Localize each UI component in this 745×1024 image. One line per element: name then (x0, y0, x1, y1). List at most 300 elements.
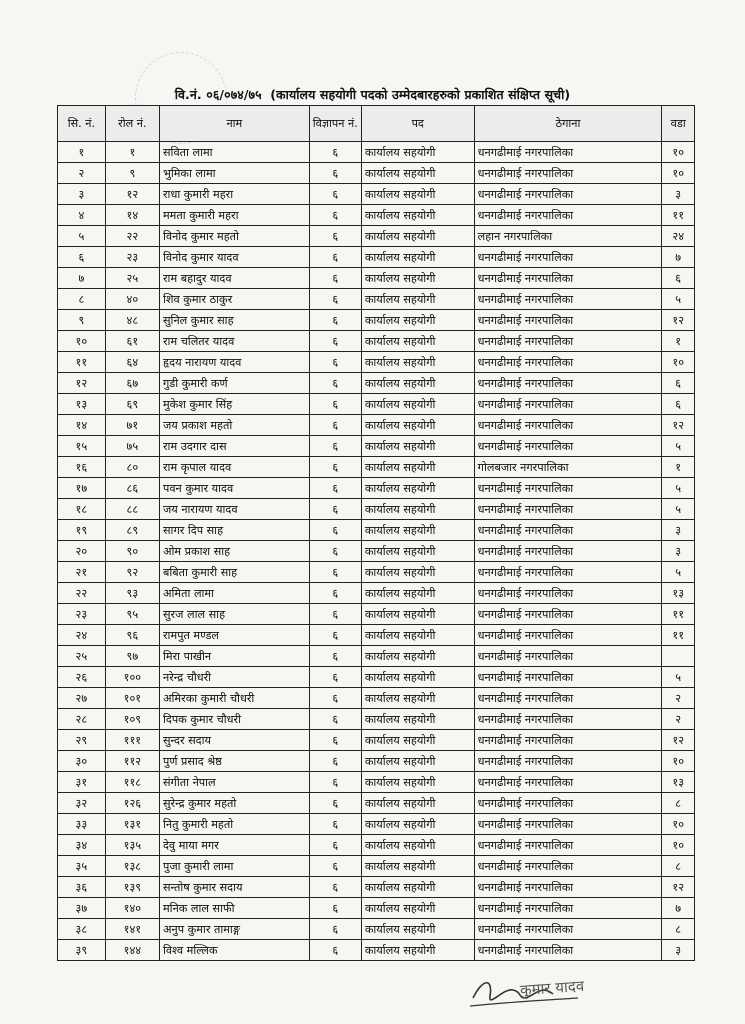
cell-ward: २४ (662, 226, 695, 247)
cell-roll: २५ (105, 268, 159, 289)
cell-address: धनगढीमाई नगरपालिका (474, 205, 662, 226)
cell-address: धनगढीमाई नगरपालिका (474, 394, 662, 415)
cell-roll: ६४ (105, 352, 159, 373)
cell-post: कार्यालय सहयोगी (361, 688, 474, 709)
cell-ward: ८ (662, 856, 695, 877)
cell-serial: १० (58, 331, 106, 352)
cell-post: कार्यालय सहयोगी (361, 856, 474, 877)
cell-name: नितु कुमारी महतो (159, 814, 309, 835)
header-name: नाम (159, 106, 309, 142)
cell-address: धनगढीमाई नगरपालिका (474, 520, 662, 541)
cell-roll: ६७ (105, 373, 159, 394)
cell-address: धनगढीमाई नगरपालिका (474, 436, 662, 457)
candidate-table (57, 105, 695, 961)
cell-ward: ५ (662, 562, 695, 583)
table-row (58, 688, 695, 709)
cell-advert: ६ (309, 793, 361, 814)
cell-advert: ६ (309, 268, 361, 289)
cell-ward: १२ (662, 730, 695, 751)
cell-serial: ३७ (58, 898, 106, 919)
cell-ward: ११ (662, 625, 695, 646)
cell-roll: ८६ (105, 478, 159, 499)
cell-advert: ६ (309, 856, 361, 877)
table-row (58, 478, 695, 499)
notice-title: (कार्यालय सहयोगी पदको उम्मेदबारहरुको प्रकाशित संक्षिप्त सूची) (270, 87, 571, 102)
cell-post: कार्यालय सहयोगी (361, 604, 474, 625)
cell-name: मुकेश कुमार सिंह (159, 394, 309, 415)
cell-advert: ६ (309, 562, 361, 583)
cell-post: कार्यालय सहयोगी (361, 352, 474, 373)
cell-advert: ६ (309, 814, 361, 835)
table-row (58, 352, 695, 373)
table-row (58, 226, 695, 247)
cell-roll: १०९ (105, 709, 159, 730)
cell-serial: २५ (58, 646, 106, 667)
table-row (58, 730, 695, 751)
cell-name: सागर दिप साह (159, 520, 309, 541)
cell-roll: १३९ (105, 877, 159, 898)
cell-roll: ७५ (105, 436, 159, 457)
cell-serial: १६ (58, 457, 106, 478)
cell-name: राधा कुमारी महरा (159, 184, 309, 205)
cell-ward: ७ (662, 898, 695, 919)
cell-roll: १४० (105, 898, 159, 919)
cell-roll: ७१ (105, 415, 159, 436)
cell-post: कार्यालय सहयोगी (361, 142, 474, 163)
cell-advert: ६ (309, 772, 361, 793)
cell-roll: १११ (105, 730, 159, 751)
table-row (58, 919, 695, 940)
cell-name: पुजा कुमारी लामा (159, 856, 309, 877)
cell-post: कार्यालय सहयोगी (361, 667, 474, 688)
table-row (58, 625, 695, 646)
cell-address: धनगढीमाई नगरपालिका (474, 604, 662, 625)
cell-ward: ५ (662, 478, 695, 499)
table-row (58, 310, 695, 331)
table-row (58, 583, 695, 604)
table-row (58, 898, 695, 919)
cell-advert: ६ (309, 289, 361, 310)
cell-serial: ५ (58, 226, 106, 247)
cell-ward: १२ (662, 310, 695, 331)
cell-advert: ६ (309, 247, 361, 268)
cell-advert: ६ (309, 940, 361, 961)
cell-post: कार्यालय सहयोगी (361, 205, 474, 226)
cell-ward: १० (662, 352, 695, 373)
cell-name: राम चलितर यादव (159, 331, 309, 352)
cell-address: धनगढीमाई नगरपालिका (474, 562, 662, 583)
cell-name: दिपक कुमार चौधरी (159, 709, 309, 730)
cell-post: कार्यालय सहयोगी (361, 835, 474, 856)
cell-serial: ३९ (58, 940, 106, 961)
cell-name: सविता लामा (159, 142, 309, 163)
cell-name: पवन कुमार यादव (159, 478, 309, 499)
table-row (58, 394, 695, 415)
cell-post: कार्यालय सहयोगी (361, 562, 474, 583)
cell-name: सुन्दर सदाय (159, 730, 309, 751)
cell-ward: ३ (662, 940, 695, 961)
cell-post: कार्यालय सहयोगी (361, 898, 474, 919)
cell-post: कार्यालय सहयोगी (361, 163, 474, 184)
table-row (58, 877, 695, 898)
cell-roll: २२ (105, 226, 159, 247)
cell-serial: ८ (58, 289, 106, 310)
cell-ward (662, 646, 695, 667)
cell-ward: ६ (662, 394, 695, 415)
cell-serial: १७ (58, 478, 106, 499)
cell-name: बबिता कुमारी साह (159, 562, 309, 583)
cell-address: धनगढीमाई नगरपालिका (474, 184, 662, 205)
cell-advert: ६ (309, 184, 361, 205)
cell-ward: ७ (662, 247, 695, 268)
cell-advert: ६ (309, 709, 361, 730)
table-row (58, 163, 695, 184)
cell-advert: ६ (309, 499, 361, 520)
header-address: ठेगाना (474, 106, 662, 142)
cell-address: धनगढीमाई नगरपालिका (474, 142, 662, 163)
table-row (58, 205, 695, 226)
cell-roll: १२६ (105, 793, 159, 814)
cell-post: कार्यालय सहयोगी (361, 793, 474, 814)
table-row (58, 436, 695, 457)
cell-ward: ८ (662, 793, 695, 814)
cell-post: कार्यालय सहयोगी (361, 226, 474, 247)
cell-address: धनगढीमाई नगरपालिका (474, 373, 662, 394)
cell-ward: ५ (662, 499, 695, 520)
cell-post: कार्यालय सहयोगी (361, 436, 474, 457)
table-row (58, 562, 695, 583)
cell-post: कार्यालय सहयोगी (361, 394, 474, 415)
table-row (58, 457, 695, 478)
cell-roll: १०० (105, 667, 159, 688)
cell-address: धनगढीमाई नगरपालिका (474, 751, 662, 772)
cell-advert: ६ (309, 457, 361, 478)
cell-ward: १ (662, 331, 695, 352)
cell-address: धनगढीमाई नगरपालिका (474, 772, 662, 793)
cell-name: सुरज लाल साह (159, 604, 309, 625)
cell-serial: ३ (58, 184, 106, 205)
cell-roll: ८८ (105, 499, 159, 520)
cell-post: कार्यालय सहयोगी (361, 814, 474, 835)
cell-address: धनगढीमाई नगरपालिका (474, 877, 662, 898)
table-row (58, 331, 695, 352)
cell-name: ओम प्रकाश साह (159, 541, 309, 562)
cell-serial: २८ (58, 709, 106, 730)
cell-advert: ६ (309, 667, 361, 688)
cell-address: धनगढीमाई नगरपालिका (474, 163, 662, 184)
cell-advert: ६ (309, 394, 361, 415)
cell-post: कार्यालय सहयोगी (361, 772, 474, 793)
cell-address: धनगढीमाई नगरपालिका (474, 310, 662, 331)
cell-roll: ८० (105, 457, 159, 478)
cell-ward: ३ (662, 520, 695, 541)
cell-advert: ६ (309, 688, 361, 709)
table-row (58, 940, 695, 961)
cell-name: ममता कुमारी महरा (159, 205, 309, 226)
page-title (0, 86, 745, 103)
table-row (58, 667, 695, 688)
cell-advert: ६ (309, 142, 361, 163)
cell-serial: ३८ (58, 919, 106, 940)
header-post: पद (361, 106, 474, 142)
cell-name: सुनिल कुमार साह (159, 310, 309, 331)
cell-ward: ११ (662, 205, 695, 226)
cell-serial: ४ (58, 205, 106, 226)
cell-post: कार्यालय सहयोगी (361, 247, 474, 268)
cell-ward: ५ (662, 667, 695, 688)
cell-ward: १० (662, 142, 695, 163)
cell-address: धनगढीमाई नगरपालिका (474, 814, 662, 835)
cell-post: कार्यालय सहयोगी (361, 184, 474, 205)
cell-advert: ६ (309, 751, 361, 772)
cell-ward: २ (662, 709, 695, 730)
cell-address: धनगढीमाई नगरपालिका (474, 352, 662, 373)
cell-post: कार्यालय सहयोगी (361, 520, 474, 541)
cell-address: धनगढीमाई नगरपालिका (474, 331, 662, 352)
table-row (58, 247, 695, 268)
cell-address: धनगढीमाई नगरपालिका (474, 793, 662, 814)
cell-advert: ६ (309, 625, 361, 646)
cell-post: कार्यालय सहयोगी (361, 415, 474, 436)
cell-post: कार्यालय सहयोगी (361, 289, 474, 310)
cell-advert: ६ (309, 898, 361, 919)
cell-serial: ३६ (58, 877, 106, 898)
cell-ward: ११ (662, 604, 695, 625)
cell-advert: ६ (309, 205, 361, 226)
cell-serial: १५ (58, 436, 106, 457)
cell-advert: ६ (309, 604, 361, 625)
cell-ward: ५ (662, 436, 695, 457)
cell-post: कार्यालय सहयोगी (361, 499, 474, 520)
cell-roll: ४८ (105, 310, 159, 331)
cell-advert: ६ (309, 646, 361, 667)
cell-name: भुमिका लामा (159, 163, 309, 184)
cell-name: हृदय नारायण यादव (159, 352, 309, 373)
cell-name: सुरेन्द्र कुमार महतो (159, 793, 309, 814)
cell-name: सन्तोष कुमार सदाय (159, 877, 309, 898)
cell-address: धनगढीमाई नगरपालिका (474, 940, 662, 961)
cell-address: धनगढीमाई नगरपालिका (474, 289, 662, 310)
table-row (58, 373, 695, 394)
cell-ward: १० (662, 814, 695, 835)
cell-address: गोलबजार नगरपालिका (474, 457, 662, 478)
signature-name: कुमार यादव (519, 976, 585, 1000)
cell-post: कार्यालय सहयोगी (361, 625, 474, 646)
cell-advert: ६ (309, 919, 361, 940)
table-row (58, 604, 695, 625)
cell-serial: ३५ (58, 856, 106, 877)
cell-ward: १३ (662, 583, 695, 604)
cell-post: कार्यालय सहयोगी (361, 310, 474, 331)
cell-roll: ८९ (105, 520, 159, 541)
cell-address: धनगढीमाई नगरपालिका (474, 625, 662, 646)
cell-post: कार्यालय सहयोगी (361, 478, 474, 499)
cell-roll: १२ (105, 184, 159, 205)
table-row (58, 184, 695, 205)
cell-roll: १३५ (105, 835, 159, 856)
cell-address: धनगढीमाई नगरपालिका (474, 835, 662, 856)
cell-post: कार्यालय सहयोगी (361, 331, 474, 352)
table-header-row (58, 106, 695, 142)
cell-roll: ९६ (105, 625, 159, 646)
table-row (58, 856, 695, 877)
cell-serial: २३ (58, 604, 106, 625)
table-row (58, 709, 695, 730)
cell-ward: १० (662, 751, 695, 772)
cell-name: राम बहादुर यादव (159, 268, 309, 289)
cell-name: शिव कुमार ठाकुर (159, 289, 309, 310)
cell-name: संगीता नेपाल (159, 772, 309, 793)
cell-roll: ९७ (105, 646, 159, 667)
table-row (58, 520, 695, 541)
cell-roll: ९ (105, 163, 159, 184)
cell-name: राम कृपाल यादव (159, 457, 309, 478)
notice-number: वि.नं. ०६/०७४/७५ (174, 87, 262, 102)
cell-serial: २६ (58, 667, 106, 688)
cell-roll: ९३ (105, 583, 159, 604)
cell-post: कार्यालय सहयोगी (361, 730, 474, 751)
table-row (58, 541, 695, 562)
header-roll: रोल नं. (105, 106, 159, 142)
cell-ward: १२ (662, 415, 695, 436)
cell-advert: ६ (309, 877, 361, 898)
cell-roll: १०१ (105, 688, 159, 709)
cell-address: धनगढीमाई नगरपालिका (474, 898, 662, 919)
cell-post: कार्यालय सहयोगी (361, 541, 474, 562)
table-row (58, 268, 695, 289)
cell-serial: २२ (58, 583, 106, 604)
cell-advert: ६ (309, 730, 361, 751)
cell-name: राम उदगार दास (159, 436, 309, 457)
cell-advert: ६ (309, 583, 361, 604)
cell-name: पुर्ण प्रसाद श्रेष्ठ (159, 751, 309, 772)
cell-serial: १८ (58, 499, 106, 520)
cell-roll: १४४ (105, 940, 159, 961)
cell-post: कार्यालय सहयोगी (361, 583, 474, 604)
cell-address: धनगढीमाई नगरपालिका (474, 499, 662, 520)
cell-address: धनगढीमाई नगरपालिका (474, 268, 662, 289)
cell-advert: ६ (309, 352, 361, 373)
cell-serial: १९ (58, 520, 106, 541)
cell-ward: ३ (662, 541, 695, 562)
cell-ward: ५ (662, 289, 695, 310)
cell-post: कार्यालय सहयोगी (361, 373, 474, 394)
cell-serial: २१ (58, 562, 106, 583)
cell-ward: ३ (662, 184, 695, 205)
cell-ward: २ (662, 688, 695, 709)
table-row (58, 793, 695, 814)
cell-post: कार्यालय सहयोगी (361, 940, 474, 961)
cell-advert: ६ (309, 373, 361, 394)
cell-address: धनगढीमाई नगरपालिका (474, 583, 662, 604)
cell-post: कार्यालय सहयोगी (361, 709, 474, 730)
cell-name: अनुप कुमार तामाङ्ग (159, 919, 309, 940)
cell-name: रामपुत मण्डल (159, 625, 309, 646)
cell-advert: ६ (309, 331, 361, 352)
cell-address: धनगढीमाई नगरपालिका (474, 667, 662, 688)
table-row (58, 646, 695, 667)
cell-roll: २३ (105, 247, 159, 268)
cell-ward: १ (662, 457, 695, 478)
cell-name: देवु माया मगर (159, 835, 309, 856)
cell-ward: १३ (662, 772, 695, 793)
header-advert: विज्ञापन नं. (309, 106, 361, 142)
cell-post: कार्यालय सहयोगी (361, 751, 474, 772)
cell-roll: ६९ (105, 394, 159, 415)
cell-address: धनगढीमाई नगरपालिका (474, 688, 662, 709)
cell-roll: १३८ (105, 856, 159, 877)
cell-roll: ६१ (105, 331, 159, 352)
cell-serial: १४ (58, 415, 106, 436)
cell-post: कार्यालय सहयोगी (361, 877, 474, 898)
cell-serial: ६ (58, 247, 106, 268)
cell-ward: ६ (662, 373, 695, 394)
cell-name: जय प्रकाश महतो (159, 415, 309, 436)
table-row (58, 772, 695, 793)
cell-roll: ४० (105, 289, 159, 310)
cell-ward: १० (662, 163, 695, 184)
cell-name: अमिता लामा (159, 583, 309, 604)
cell-advert: ६ (309, 835, 361, 856)
cell-name: विश्व मल्लिक (159, 940, 309, 961)
cell-advert: ६ (309, 436, 361, 457)
table-row (58, 751, 695, 772)
cell-address: धनगढीमाई नगरपालिका (474, 478, 662, 499)
cell-serial: १२ (58, 373, 106, 394)
cell-name: अमिरका कुमारी चौधरी (159, 688, 309, 709)
cell-ward: ६ (662, 268, 695, 289)
cell-roll: १४१ (105, 919, 159, 940)
cell-serial: २९ (58, 730, 106, 751)
cell-serial: २७ (58, 688, 106, 709)
cell-address: धनगढीमाई नगरपालिका (474, 709, 662, 730)
table-row (58, 835, 695, 856)
cell-roll: १ (105, 142, 159, 163)
table-row (58, 142, 695, 163)
cell-serial: ३४ (58, 835, 106, 856)
table-row (58, 499, 695, 520)
cell-address: धनगढीमाई नगरपालिका (474, 856, 662, 877)
cell-address: धनगढीमाई नगरपालिका (474, 919, 662, 940)
cell-roll: १४ (105, 205, 159, 226)
cell-address: धनगढीमाई नगरपालिका (474, 541, 662, 562)
cell-serial: २० (58, 541, 106, 562)
cell-ward: १२ (662, 877, 695, 898)
cell-serial: ९ (58, 310, 106, 331)
cell-serial: १ (58, 142, 106, 163)
cell-advert: ६ (309, 310, 361, 331)
cell-post: कार्यालय सहयोगी (361, 919, 474, 940)
cell-roll: ११२ (105, 751, 159, 772)
cell-address: धनगढीमाई नगरपालिका (474, 646, 662, 667)
cell-serial: ११ (58, 352, 106, 373)
cell-address: धनगढीमाई नगरपालिका (474, 247, 662, 268)
cell-post: कार्यालय सहयोगी (361, 457, 474, 478)
header-serial: सि. नं. (58, 106, 106, 142)
cell-advert: ६ (309, 541, 361, 562)
cell-post: कार्यालय सहयोगी (361, 646, 474, 667)
cell-advert: ६ (309, 520, 361, 541)
cell-name: विनोद कुमार महतो (159, 226, 309, 247)
cell-ward: १० (662, 835, 695, 856)
cell-name: जय नारायण यादव (159, 499, 309, 520)
cell-address: धनगढीमाई नगरपालिका (474, 415, 662, 436)
cell-post: कार्यालय सहयोगी (361, 268, 474, 289)
table-row (58, 415, 695, 436)
cell-name: मनिक लाल साफी (159, 898, 309, 919)
header-ward: वडा (662, 106, 695, 142)
cell-serial: ३२ (58, 793, 106, 814)
